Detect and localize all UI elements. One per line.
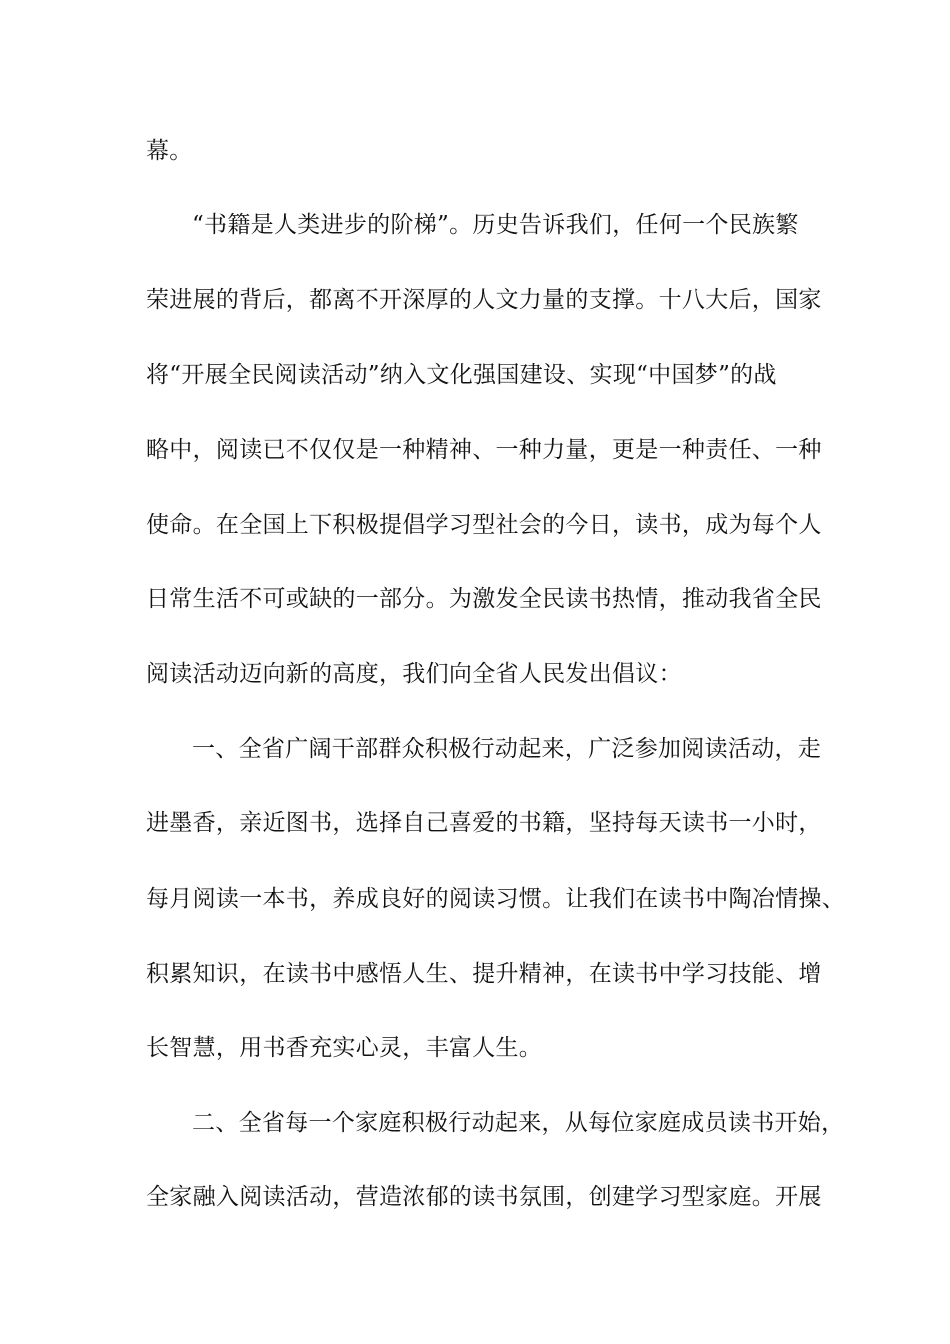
text-line-4: 将“开展全民阅读活动”纳入文化强国建设、实现“中国梦”的战 <box>146 362 777 388</box>
text-line-15: 全家融入阅读活动，营造浓郁的读书氛围，创建学习型家庭。开展 <box>146 1184 822 1210</box>
text-line-5: 略中，阅读已不仅仅是一种精神、一种力量，更是一种责任、一种 <box>146 437 822 463</box>
text-line-10: 进墨香，亲近图书，选择自己喜爱的书籍，坚持每天读书一小时， <box>146 810 822 836</box>
text-line-3: 荣进展的背后，都离不开深厚的人文力量的支撑。十八大后，国家 <box>146 287 822 313</box>
text-line-12: 积累知识，在读书中感悟人生、提升精神，在读书中学习技能、增 <box>146 961 822 987</box>
text-line-6: 使命。在全国上下积极提倡学习型社会的今日，读书，成为每个人 <box>146 512 822 538</box>
text-line-9: 一、全省广阔干部群众积极行动起来，广泛参加阅读活动，走 <box>192 736 822 762</box>
text-line-2: “书籍是人类进步的阶梯”。历史告诉我们，任何一个民族繁 <box>192 212 799 238</box>
text-line-14: 二、全省每一个家庭积极行动起来，从每位家庭成员读书开始， <box>192 1110 845 1136</box>
text-line-8: 阅读活动迈向新的高度，我们向全省人民发出倡议： <box>146 661 682 687</box>
text-line-7: 日常生活不可或缺的一部分。为激发全民读书热情，推动我省全民 <box>146 586 822 612</box>
text-line-13: 长智慧，用书香充实心灵，丰富人生。 <box>146 1035 543 1061</box>
text-line-11: 每月阅读一本书，养成良好的阅读习惯。让我们在读书中陶冶情操、 <box>146 886 845 912</box>
text-line-1: 幕。 <box>146 138 193 164</box>
